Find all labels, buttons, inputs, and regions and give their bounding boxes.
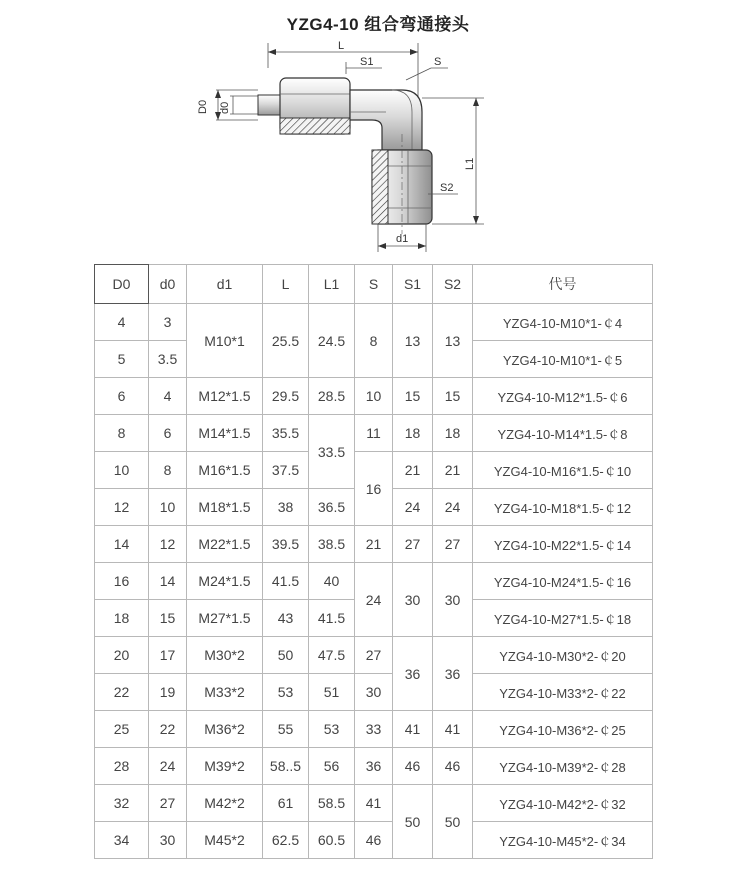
- cell-S: 11: [355, 415, 393, 452]
- col-header-S2: S2: [433, 265, 473, 304]
- cell-L: 25.5: [263, 304, 309, 378]
- cell-d0: 24: [149, 748, 187, 785]
- cell-S: 27: [355, 637, 393, 674]
- cell-S1: 15: [393, 378, 433, 415]
- cell-code: YZG4-10-M12*1.5-￠6: [473, 378, 653, 415]
- dim-S2-label: S2: [440, 182, 454, 194]
- cell-L: 58..5: [263, 748, 309, 785]
- cell-S2: 46: [433, 748, 473, 785]
- cell-D0: 32: [95, 785, 149, 822]
- cell-d0: 14: [149, 563, 187, 600]
- cell-S2: 15: [433, 378, 473, 415]
- cell-S2: 36: [433, 637, 473, 711]
- table-row: [95, 785, 653, 822]
- table-header-row: [95, 265, 653, 304]
- cell-code: YZG4-10-M30*2-￠20: [473, 637, 653, 674]
- col-header-d0: d0: [149, 265, 187, 304]
- cell-d0: 15: [149, 600, 187, 637]
- cell-S1: 50: [393, 785, 433, 859]
- cell-S2: 13: [433, 304, 473, 378]
- cell-d1: M12*1.5: [187, 378, 263, 415]
- cell-L: 61: [263, 785, 309, 822]
- cell-L1: 51: [309, 674, 355, 711]
- cell-d0: 17: [149, 637, 187, 674]
- cell-S: 33: [355, 711, 393, 748]
- table-row: [95, 378, 653, 415]
- cell-d1: M24*1.5: [187, 563, 263, 600]
- table-row: [95, 415, 653, 452]
- cell-S: 41: [355, 785, 393, 822]
- cell-L: 38: [263, 489, 309, 526]
- cell-code: YZG4-10-M36*2-￠25: [473, 711, 653, 748]
- dim-L1-label: L1: [464, 157, 476, 170]
- table-row: [95, 674, 653, 711]
- cell-code: YZG4-10-M18*1.5-￠12: [473, 489, 653, 526]
- table-row: [95, 711, 653, 748]
- cell-d0: 4: [149, 378, 187, 415]
- cell-d1: M22*1.5: [187, 526, 263, 563]
- col-header-L: L: [263, 265, 309, 304]
- cell-code: YZG4-10-M14*1.5-￠8: [473, 415, 653, 452]
- cell-D0: 34: [95, 822, 149, 859]
- cell-D0: 14: [95, 526, 149, 563]
- cell-S: 8: [355, 304, 393, 378]
- cell-d0: 10: [149, 489, 187, 526]
- cell-S: 10: [355, 378, 393, 415]
- cell-D0: 28: [95, 748, 149, 785]
- cell-S: 21: [355, 526, 393, 563]
- fitting-drawing: [196, 38, 496, 256]
- cell-S2: 18: [433, 415, 473, 452]
- cell-L: 55: [263, 711, 309, 748]
- cell-code: YZG4-10-M24*1.5-￠16: [473, 563, 653, 600]
- cell-S2: 21: [433, 452, 473, 489]
- cell-d1: M39*2: [187, 748, 263, 785]
- cell-S1: 30: [393, 563, 433, 637]
- cell-code: YZG4-10-M42*2-￠32: [473, 785, 653, 822]
- cell-S2: 27: [433, 526, 473, 563]
- cell-S: 46: [355, 822, 393, 859]
- cell-S1: 18: [393, 415, 433, 452]
- cell-D0: 6: [95, 378, 149, 415]
- cell-D0: 4: [95, 304, 149, 341]
- cell-D0: 10: [95, 452, 149, 489]
- cell-L1: 47.5: [309, 637, 355, 674]
- dim-d0-label: d0: [219, 101, 231, 114]
- dim-S1-label: S1: [360, 56, 374, 68]
- cell-S1: 46: [393, 748, 433, 785]
- cell-code: YZG4-10-M27*1.5-￠18: [473, 600, 653, 637]
- cell-S1: 36: [393, 637, 433, 711]
- cell-d1: M14*1.5: [187, 415, 263, 452]
- cell-S: 36: [355, 748, 393, 785]
- dim-S-label: S: [434, 56, 442, 68]
- cell-d0: 27: [149, 785, 187, 822]
- cell-L: 37.5: [263, 452, 309, 489]
- cell-S2: 30: [433, 563, 473, 637]
- table-row: [95, 304, 653, 341]
- cell-L1: 40: [309, 563, 355, 600]
- spec-table: [94, 264, 653, 859]
- cell-S2: 50: [433, 785, 473, 859]
- cell-L1: 58.5: [309, 785, 355, 822]
- cell-L1: 56: [309, 748, 355, 785]
- cell-S1: 21: [393, 452, 433, 489]
- cell-L1: 38.5: [309, 526, 355, 563]
- table-row: [95, 637, 653, 674]
- cell-S1: 13: [393, 304, 433, 378]
- table-row: [95, 822, 653, 859]
- table-row: [95, 526, 653, 563]
- cell-d1: M42*2: [187, 785, 263, 822]
- cell-L: 29.5: [263, 378, 309, 415]
- col-header-S: S: [355, 265, 393, 304]
- cell-S1: 41: [393, 711, 433, 748]
- cell-d0: 6: [149, 415, 187, 452]
- table-row: [95, 563, 653, 600]
- cell-d0: 3.5: [149, 341, 187, 378]
- cell-S2: 41: [433, 711, 473, 748]
- cell-D0: 25: [95, 711, 149, 748]
- cell-L1: 60.5: [309, 822, 355, 859]
- cell-D0: 20: [95, 637, 149, 674]
- cell-S2: 24: [433, 489, 473, 526]
- cell-S1: 24: [393, 489, 433, 526]
- cell-S: 24: [355, 563, 393, 637]
- cell-L: 43: [263, 600, 309, 637]
- col-header-D0: D0: [95, 265, 149, 304]
- cell-d1: M33*2: [187, 674, 263, 711]
- cell-L: 35.5: [263, 415, 309, 452]
- cell-L: 41.5: [263, 563, 309, 600]
- dim-d1-label: d1: [396, 233, 409, 245]
- cell-d0: 22: [149, 711, 187, 748]
- cell-d0: 8: [149, 452, 187, 489]
- cell-L1: 33.5: [309, 415, 355, 489]
- cell-S1: 27: [393, 526, 433, 563]
- cell-S: 16: [355, 452, 393, 526]
- cell-code: YZG4-10-M33*2-￠22: [473, 674, 653, 711]
- col-header-L1: L1: [309, 265, 355, 304]
- cell-code: YZG4-10-M45*2-￠34: [473, 822, 653, 859]
- cell-L: 53: [263, 674, 309, 711]
- page-title: YZG4-10 组合弯通接头: [286, 15, 470, 34]
- cell-D0: 8: [95, 415, 149, 452]
- cell-L1: 36.5: [309, 489, 355, 526]
- cell-D0: 12: [95, 489, 149, 526]
- col-header-code: 代号: [473, 265, 653, 304]
- cell-d0: 12: [149, 526, 187, 563]
- table-row: [95, 748, 653, 785]
- cell-d1: M10*1: [187, 304, 263, 378]
- cell-code: YZG4-10-M16*1.5-￠10: [473, 452, 653, 489]
- col-header-d1: d1: [187, 265, 263, 304]
- cell-L: 62.5: [263, 822, 309, 859]
- cell-code: YZG4-10-M22*1.5-￠14: [473, 526, 653, 563]
- dim-D0-label: D0: [197, 99, 209, 114]
- cell-d1: M36*2: [187, 711, 263, 748]
- cell-D0: 5: [95, 341, 149, 378]
- table-row: [95, 452, 653, 489]
- cell-d1: M45*2: [187, 822, 263, 859]
- cell-code: YZG4-10-M10*1-￠5: [473, 341, 653, 378]
- cell-d0: 19: [149, 674, 187, 711]
- cell-d1: M16*1.5: [187, 452, 263, 489]
- cell-d1: M30*2: [187, 637, 263, 674]
- cell-D0: 16: [95, 563, 149, 600]
- cell-L: 39.5: [263, 526, 309, 563]
- cell-L1: 41.5: [309, 600, 355, 637]
- cell-L1: 24.5: [309, 304, 355, 378]
- cell-D0: 22: [95, 674, 149, 711]
- cell-d1: M18*1.5: [187, 489, 263, 526]
- cell-L1: 53: [309, 711, 355, 748]
- cell-d0: 30: [149, 822, 187, 859]
- cell-D0: 18: [95, 600, 149, 637]
- cell-code: YZG4-10-M39*2-￠28: [473, 748, 653, 785]
- cell-L1: 28.5: [309, 378, 355, 415]
- col-header-S1: S1: [393, 265, 433, 304]
- cell-d1: M27*1.5: [187, 600, 263, 637]
- cell-L: 50: [263, 637, 309, 674]
- cell-d0: 3: [149, 304, 187, 341]
- cell-code: YZG4-10-M10*1-￠4: [473, 304, 653, 341]
- dim-L-label: L: [338, 40, 345, 52]
- cell-S: 30: [355, 674, 393, 711]
